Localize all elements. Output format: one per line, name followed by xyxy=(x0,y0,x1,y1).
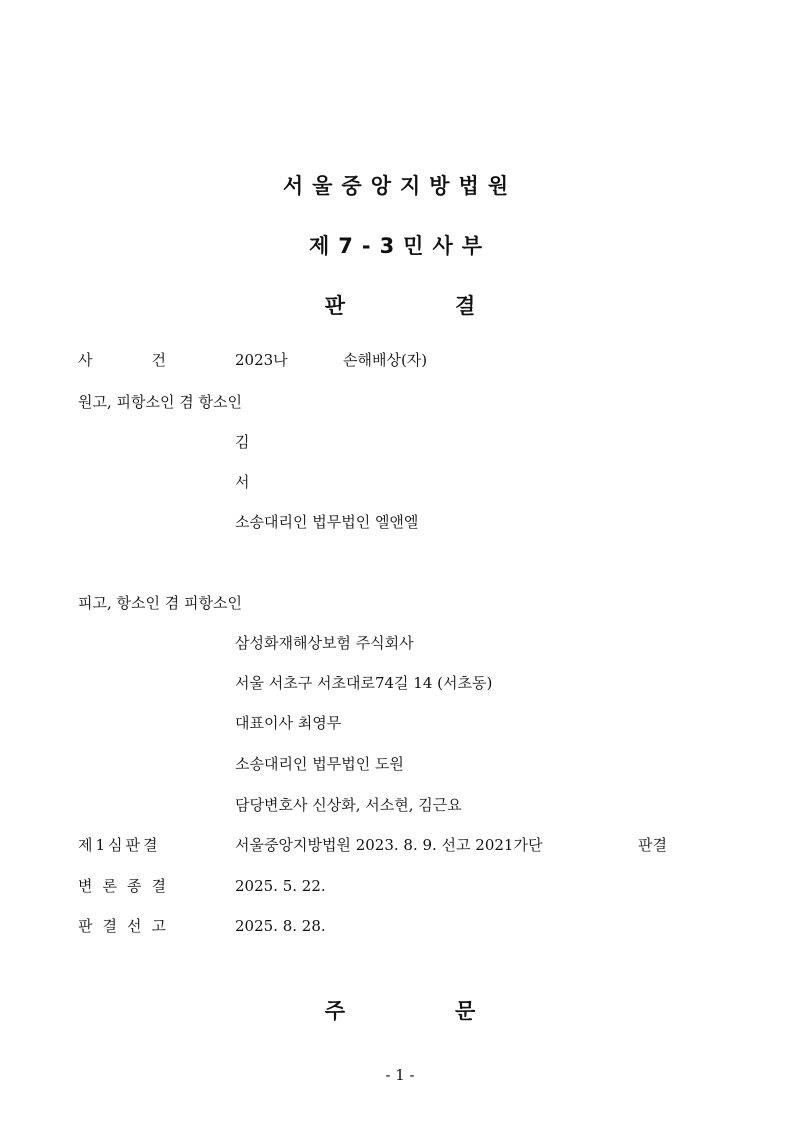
document-type-heading xyxy=(0,290,800,320)
plaintiff-counsel: 소송대리인 법무법인 엘앤엘 xyxy=(235,513,419,531)
document-type-left: 판 xyxy=(324,294,345,318)
order-right: 문 xyxy=(455,999,476,1023)
case-title: 손해배상(자) xyxy=(343,351,428,369)
plaintiff-name-2: 서 xyxy=(235,473,250,491)
first-instance-label: 제1심판결 xyxy=(78,836,161,854)
court-name: 서울중앙지방법원 xyxy=(282,174,518,198)
judgment-date-label: 판결선고 xyxy=(78,917,176,935)
page-number: - 1 - xyxy=(385,1066,415,1084)
case-label: 사 건 xyxy=(78,351,166,369)
plaintiff-label: 원고, 피항소인 겸 항소인 xyxy=(78,393,242,411)
court-division: 제7-3민사부 xyxy=(308,234,492,258)
closing-date: 2025. 5. 22. xyxy=(235,877,326,895)
order-left: 주 xyxy=(324,999,345,1023)
defendant-attorneys: 담당변호사 신상화, 서소현, 김근요 xyxy=(235,796,462,814)
plaintiff-name-1: 김 xyxy=(235,433,250,451)
first-instance-value: 서울중앙지방법원 2023. 8. 9. 선고 2021가단 xyxy=(235,836,543,854)
order-heading xyxy=(0,995,800,1025)
defendant-name: 삼성화재해상보험 주식회사 xyxy=(235,634,414,652)
judgment-date: 2025. 8. 28. xyxy=(235,917,326,935)
document-type-right: 결 xyxy=(455,294,476,318)
first-instance-suffix: 판결 xyxy=(638,836,667,854)
defendant-representative: 대표이사 최영무 xyxy=(235,714,342,732)
closing-label: 변론종결 xyxy=(78,877,176,895)
case-number: 2023나 xyxy=(235,351,288,369)
defendant-counsel: 소송대리인 법무법인 도원 xyxy=(235,755,404,773)
defendant-label: 피고, 항소인 겸 피항소인 xyxy=(78,594,242,612)
defendant-address: 서울 서초구 서초대로74길 14 (서초동) xyxy=(235,674,493,692)
